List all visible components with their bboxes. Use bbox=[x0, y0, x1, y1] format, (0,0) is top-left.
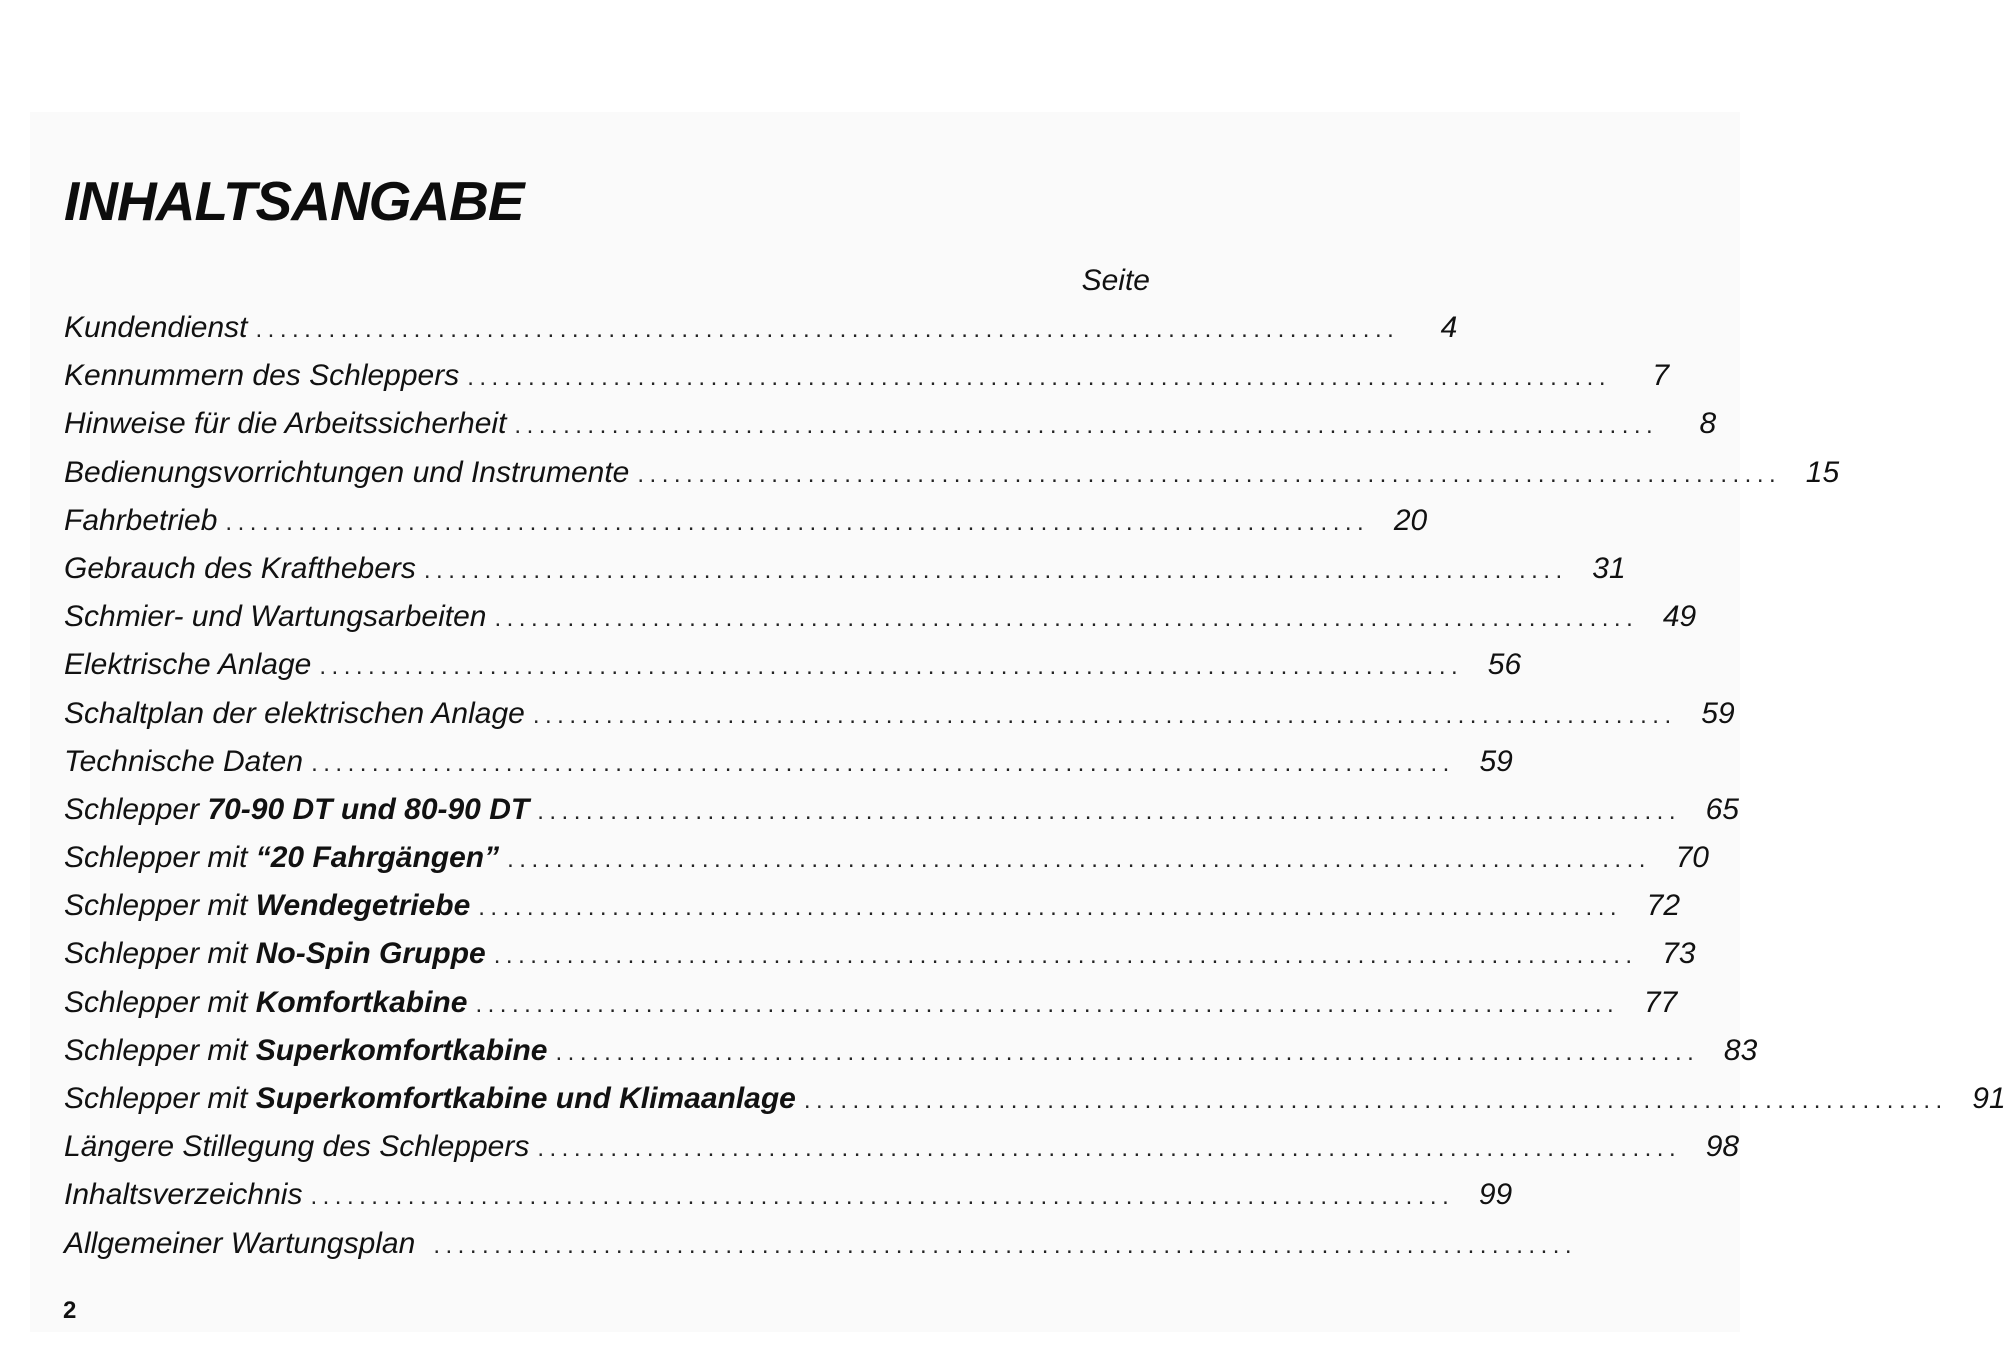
dot-leader: .............................................................................................. bbox=[507, 846, 1651, 874]
toc-page-number: 59 bbox=[1479, 744, 1513, 778]
toc-entry-title bbox=[64, 1175, 302, 1215]
toc-page-number: 77 bbox=[1643, 985, 1678, 1019]
dot-leader: .............................................................................................. bbox=[225, 508, 1370, 536]
toc-entry-title bbox=[64, 790, 529, 830]
toc-entry-text: Hinweise für die Arbeitssicherheit bbox=[64, 407, 507, 441]
toc-page-number: 31 bbox=[1592, 551, 1626, 585]
toc-entry-title bbox=[64, 838, 499, 878]
toc-entry-text: Fahrbetrieb bbox=[64, 503, 218, 537]
toc-entry-title bbox=[64, 453, 629, 493]
dot-leader: .............................................................................................. bbox=[537, 797, 1681, 825]
dot-leader: .............................................................................................. bbox=[637, 460, 1782, 488]
toc-entry-text: Allgemeiner Wartungsplan bbox=[64, 1226, 416, 1260]
toc-page-number: 56 bbox=[1487, 648, 1522, 682]
footer-page-number: 2 bbox=[63, 1297, 77, 1324]
toc-entry-text: Gebrauch des Krafthebers bbox=[64, 551, 416, 585]
toc-entry-text: Technische Daten bbox=[64, 744, 304, 778]
toc-row bbox=[64, 404, 1717, 452]
toc-row bbox=[64, 886, 1681, 934]
toc-entry-title bbox=[64, 694, 525, 734]
toc-entry-text: Elektrische Anlage bbox=[64, 648, 312, 682]
toc-entry-title bbox=[64, 645, 311, 685]
toc-entry-text: Inhaltsverzeichnis bbox=[64, 1178, 303, 1212]
dot-leader: .............................................................................................. bbox=[493, 942, 1638, 970]
toc-row bbox=[64, 1175, 1513, 1223]
toc-entry-title bbox=[64, 1079, 796, 1119]
toc-entry-text: Schlepper mit bbox=[64, 1033, 256, 1067]
seite-column-label: Seite bbox=[1081, 264, 1150, 297]
toc-row bbox=[64, 453, 1840, 501]
toc-row bbox=[64, 597, 1697, 645]
toc-entry-title bbox=[64, 501, 217, 541]
toc-row bbox=[64, 694, 1735, 742]
toc-row bbox=[64, 1127, 1740, 1175]
dot-leader: .............................................................................................. bbox=[478, 894, 1623, 922]
toc-page-number: 4 bbox=[1440, 311, 1458, 344]
toc-entry-text: Schlepper mit bbox=[64, 985, 256, 1019]
toc-entry-bold-text: Superkomfortkabine bbox=[255, 1033, 548, 1067]
toc-entry-text: Schlepper bbox=[64, 792, 208, 826]
dot-leader: .............................................................................................. bbox=[255, 316, 1400, 343]
toc-entry-text: Schlepper mit bbox=[64, 937, 256, 971]
dot-leader: .............................................................................................. bbox=[433, 1231, 1578, 1259]
toc-row bbox=[64, 983, 1678, 1031]
toc-entry-title bbox=[64, 983, 467, 1023]
dot-leader: .............................................................................................. bbox=[319, 653, 1464, 681]
dot-leader: .............................................................................................. bbox=[310, 1183, 1455, 1211]
toc-page-number: 49 bbox=[1662, 600, 1697, 634]
toc-page-number: 72 bbox=[1646, 889, 1681, 923]
toc-page-number: 8 bbox=[1699, 407, 1717, 441]
toc-page-number: 83 bbox=[1723, 1033, 1758, 1067]
toc-entry-text: Schlepper mit bbox=[64, 841, 256, 875]
toc-page-number: 73 bbox=[1662, 937, 1696, 971]
toc-entry-title bbox=[64, 404, 506, 444]
toc-entry-title bbox=[64, 934, 486, 974]
dot-leader: .............................................................................................. bbox=[311, 749, 1455, 777]
dot-leader: .............................................................................................. bbox=[467, 364, 1612, 392]
toc-entry-title bbox=[64, 1031, 547, 1071]
toc-entry-title bbox=[64, 886, 470, 926]
toc-entry-bold-text: No-Spin Gruppe bbox=[255, 937, 486, 971]
toc-page-number: 70 bbox=[1675, 841, 1709, 875]
toc-entry-text: Schlepper mit bbox=[64, 1082, 256, 1115]
toc-row bbox=[64, 501, 1428, 549]
toc-entry-title bbox=[64, 356, 459, 396]
toc-row bbox=[64, 838, 1709, 886]
toc-entry-text: Längere Stillegung des Schleppers bbox=[64, 1130, 530, 1164]
dot-leader: .............................................................................................. bbox=[537, 1135, 1682, 1163]
page-title: INHALTSANGABE bbox=[64, 170, 524, 232]
dot-leader: .............................................................................................. bbox=[555, 1038, 1700, 1066]
dot-leader: .............................................................................................. bbox=[803, 1087, 1948, 1114]
toc-page-number: 99 bbox=[1478, 1178, 1513, 1212]
toc-entry-title bbox=[64, 549, 416, 589]
toc-row bbox=[64, 1079, 2006, 1127]
toc-entry-title bbox=[64, 1224, 415, 1264]
toc-entry-text: Bedienungsvorrichtungen und Instrumente bbox=[64, 455, 630, 489]
toc-entry-text: Kennummern des Schleppers bbox=[64, 359, 460, 393]
toc-page-number: 65 bbox=[1705, 792, 1739, 826]
toc-entry-title bbox=[64, 597, 486, 637]
toc-entry-bold-text: Wendegetriebe bbox=[255, 889, 471, 923]
toc-entry-bold-text: “20 Fahrgängen” bbox=[255, 841, 500, 875]
dot-leader: .............................................................................................. bbox=[423, 556, 1568, 584]
toc-page-number: 59 bbox=[1701, 696, 1735, 730]
toc-page-number: 15 bbox=[1805, 455, 1840, 489]
toc-entry-bold-text: 70-90 DT und 80-90 DT bbox=[207, 792, 530, 826]
toc-row bbox=[64, 308, 1458, 356]
toc-page-number: 91 bbox=[1972, 1082, 2006, 1115]
toc-row bbox=[64, 742, 1513, 790]
toc-entry-title bbox=[64, 742, 303, 782]
toc-row bbox=[64, 1224, 1578, 1272]
toc-row bbox=[64, 934, 1696, 982]
toc-entry-text: Schmier- und Wartungsarbeiten bbox=[64, 600, 487, 634]
dot-leader: .............................................................................................. bbox=[475, 990, 1620, 1018]
toc-row bbox=[64, 645, 1522, 693]
dot-leader: .............................................................................................. bbox=[514, 412, 1659, 440]
toc-entry-bold-text: Superkomfortkabine und Klimaanlage bbox=[255, 1082, 796, 1115]
dot-leader: .............................................................................................. bbox=[532, 701, 1677, 729]
toc-entry-text: Schlepper mit bbox=[64, 889, 256, 923]
toc-entry-text: Schaltplan der elektrischen Anlage bbox=[64, 696, 525, 730]
toc-row bbox=[64, 790, 1739, 838]
toc-row bbox=[64, 549, 1626, 597]
toc-page-number: 7 bbox=[1652, 359, 1670, 393]
toc-row bbox=[64, 356, 1670, 404]
toc-page-number: 98 bbox=[1705, 1130, 1740, 1164]
toc-entry-text: Kundendienst bbox=[64, 311, 248, 344]
toc-page-number: 20 bbox=[1393, 503, 1428, 537]
toc-row bbox=[64, 1031, 1758, 1079]
dot-leader: .............................................................................................. bbox=[494, 605, 1639, 633]
toc-entry-title bbox=[64, 1127, 529, 1167]
toc-entry-title bbox=[64, 308, 248, 348]
table-of-contents bbox=[64, 308, 2006, 1272]
toc-entry-bold-text: Komfortkabine bbox=[255, 985, 468, 1019]
